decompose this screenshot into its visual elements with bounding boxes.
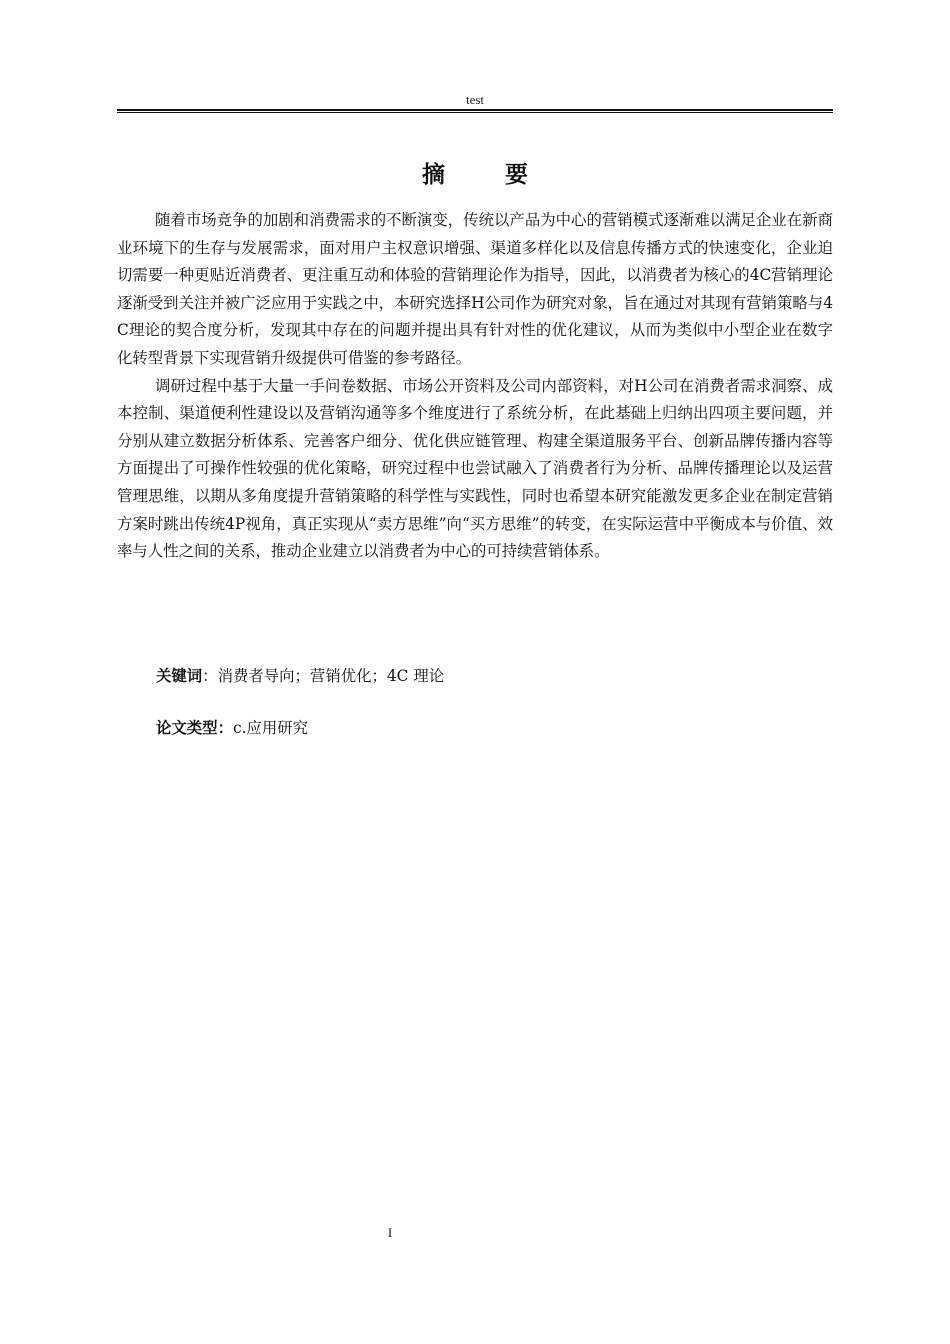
running-header: test	[465, 92, 485, 107]
abstract-title: 摘 要	[421, 162, 554, 188]
abstract-paragraph-2: 调研过程中基于大量一手问卷数据、市场公开资料及公司内部资料，对H公司在消费者需求洞察、成本控制、渠道便利性建设以及营销沟通等多个维度进行了系统分析，在此基础上归纳出四项主要问题，并分别从建立数据分析体系、完善客户细分、优化供应链管理、构建全渠道服务平台、创新品牌传播内容等方面提出了可操作性较强的优化策略，研究过程中也尝试融入了消费者行为分析、品牌传播理论以及运营管理思维，以期从多角度提升营销策略的科学性与实践性，同时也希望本研究能激发更多企业在制定营销方案时跳出传统4P视角，真正实现从“卖方思维”向“买方思维”的转变，在实际运营中平衡成本与价值、效率与人性之间的关系，推动企业建立以消费者为中心的可持续营销体系。	[117, 376, 833, 561]
abstract-paragraph-1: 随着市场竞争的加剧和消费需求的不断演变，传统以产品为中心的营销模式逐渐难以满足企业在新商业环境下的生存与发展需求，面对用户主权意识增强、渠道多样化以及信息传播方式的快速变化，企业迫切需要一种更贴近消费者、更注重互动和体验的营销理论作为指导，因此，以消费者为核心的4C营销理论逐渐受到关注并被广泛应用于实践之中，本研究选择H公司作为研究对象，旨在通过对其现有营销策略与4C理论的契合度分析，发现其中存在的问题并提出具有针对性的优化建议，从而为类似中小型企业在数字化转型背景下实现营销升级提供可借鉴的参考路径。	[117, 211, 833, 367]
paper-type-value: c.应用研究	[232, 719, 309, 737]
keywords-line	[156, 664, 444, 688]
keywords-label: 关键词	[156, 667, 203, 685]
header-double-rule	[117, 109, 833, 113]
paper-type-line	[156, 716, 308, 740]
page-number: I	[387, 1225, 393, 1240]
keywords-value: ：消费者导向；营销优化；4C 理论	[202, 667, 445, 685]
abstract-body	[117, 207, 833, 566]
paper-type-label: 论文类型：	[156, 719, 233, 737]
